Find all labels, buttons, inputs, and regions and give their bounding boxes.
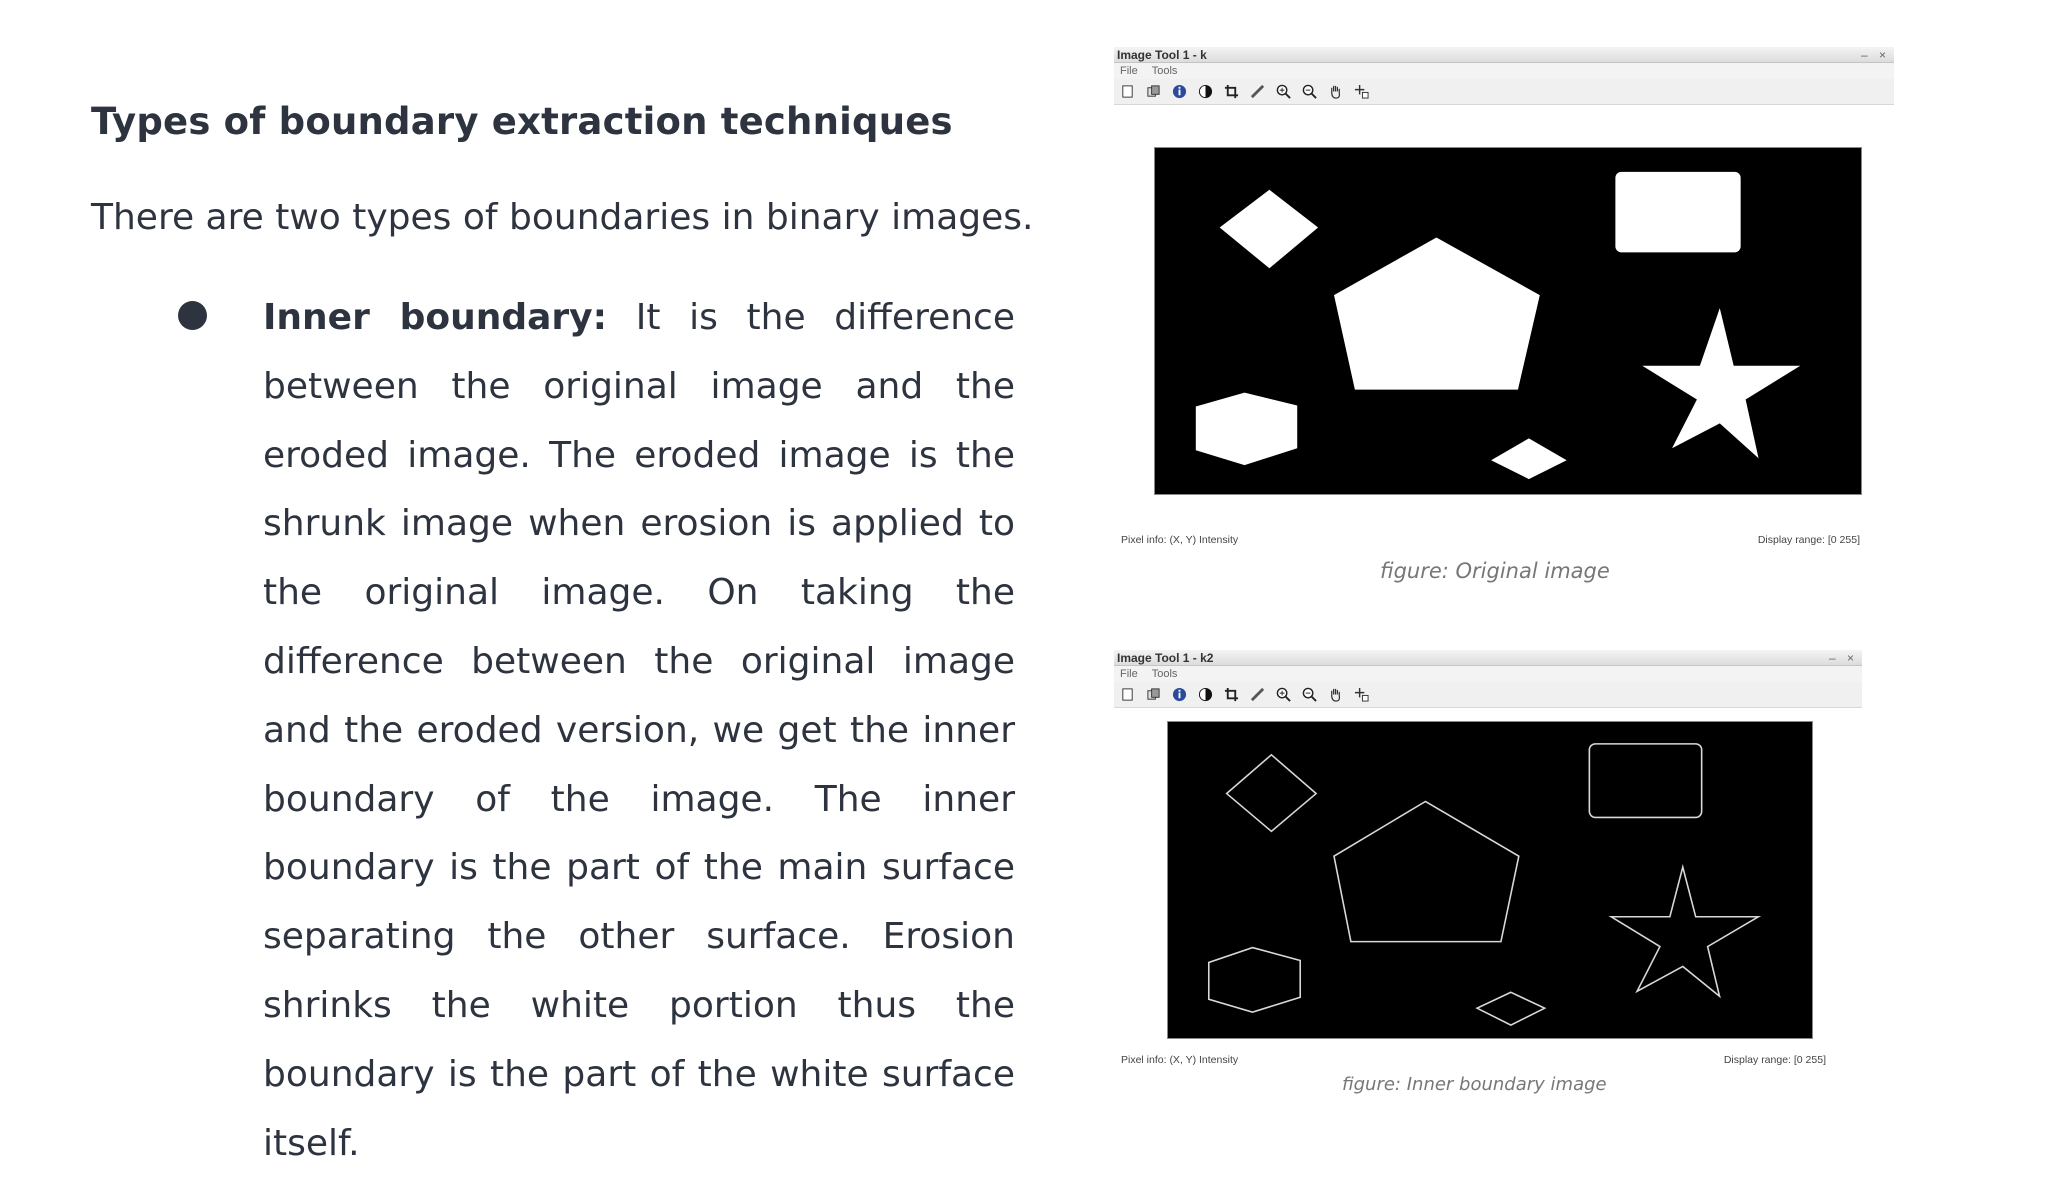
info-icon[interactable] [1172,687,1187,702]
image-canvas-boundary [1167,721,1813,1039]
zoom-out-icon[interactable] [1302,687,1317,702]
pixel-region-icon[interactable] [1354,687,1369,702]
pan-hand-icon[interactable] [1328,84,1343,99]
toolbar [1114,79,1894,105]
menu-file[interactable]: File [1120,65,1138,77]
page-title: Types of boundary extraction techniques [91,100,953,143]
bullet-icon [178,301,207,330]
image-canvas-original [1154,147,1862,495]
diamond-outline [1227,755,1316,832]
menu-tools[interactable]: Tools [1151,65,1178,77]
pan-hand-icon[interactable] [1328,687,1343,702]
window-titlebar [1114,650,1862,666]
diamond-shape [1220,190,1318,269]
window-controls[interactable]: – × [1860,48,1890,62]
pixel-region-icon[interactable] [1354,84,1369,99]
star-outline [1611,867,1758,996]
caption-boundary: figure: Inner boundary image [1342,1074,1607,1095]
star-shape [1642,308,1800,458]
crop-icon[interactable] [1224,84,1239,99]
toolbar [1114,682,1862,708]
status-pixel-info: Pixel info: (X, Y) Intensity [1121,1054,1239,1066]
window-titlebar [1114,47,1894,63]
small-diamond-shape [1491,438,1567,479]
contrast-icon[interactable] [1198,84,1213,99]
pentagon-shape [1334,237,1540,389]
menu-bar [1114,63,1894,79]
caption-original: figure: Original image [1380,559,1610,583]
bullet-term: Inner boundary: [263,297,608,338]
menu-bar [1114,666,1862,682]
boundary-shapes [1168,722,1812,1038]
window-title: Image Tool 1 - k2 [1117,651,1214,665]
measure-icon[interactable] [1250,687,1265,702]
crop-icon[interactable] [1224,687,1239,702]
window-title: Image Tool 1 - k [1117,48,1207,62]
status-display-range: Display range: [0 255] [1723,1054,1826,1066]
zoom-in-icon[interactable] [1276,84,1291,99]
window-controls[interactable]: – × [1828,651,1858,665]
rounded-rect-shape [1615,172,1740,253]
small-diamond-outline [1477,992,1545,1025]
zoom-in-icon[interactable] [1276,687,1291,702]
original-shapes [1155,148,1861,494]
hexagon-outline [1209,948,1300,1013]
copy-icon[interactable] [1146,84,1161,99]
zoom-out-icon[interactable] [1302,84,1317,99]
copy-icon[interactable] [1146,687,1161,702]
status-display-range: Display range: [0 255] [1757,534,1860,546]
hexagon-shape [1196,393,1297,466]
bullet-body: It is the difference between the original image and the eroded image. The eroded image is the shrunk image when erosion is applied to the original image. On taking the difference between the original image and the eroded version, we get the inner boundary of the image. The inner boundary is the part of the main surface separating the other surface. Erosion shrinks the white portion thus the boundary is the part of the white surface itself. [263,297,1015,1164]
bullet-paragraph [263,284,1015,1178]
menu-tools[interactable]: Tools [1151,668,1178,680]
intro-text: There are two types of boundaries in binary images. [91,197,1034,238]
menu-file[interactable]: File [1120,668,1138,680]
image-tool-window-original [1114,47,1894,552]
new-file-icon[interactable] [1120,687,1135,702]
image-tool-window-boundary [1114,650,1862,1066]
new-file-icon[interactable] [1120,84,1135,99]
info-icon[interactable] [1172,84,1187,99]
rounded-rect-outline [1589,744,1701,818]
status-pixel-info: Pixel info: (X, Y) Intensity [1121,534,1239,546]
contrast-icon[interactable] [1198,687,1213,702]
measure-icon[interactable] [1250,84,1265,99]
pentagon-outline [1334,801,1519,941]
